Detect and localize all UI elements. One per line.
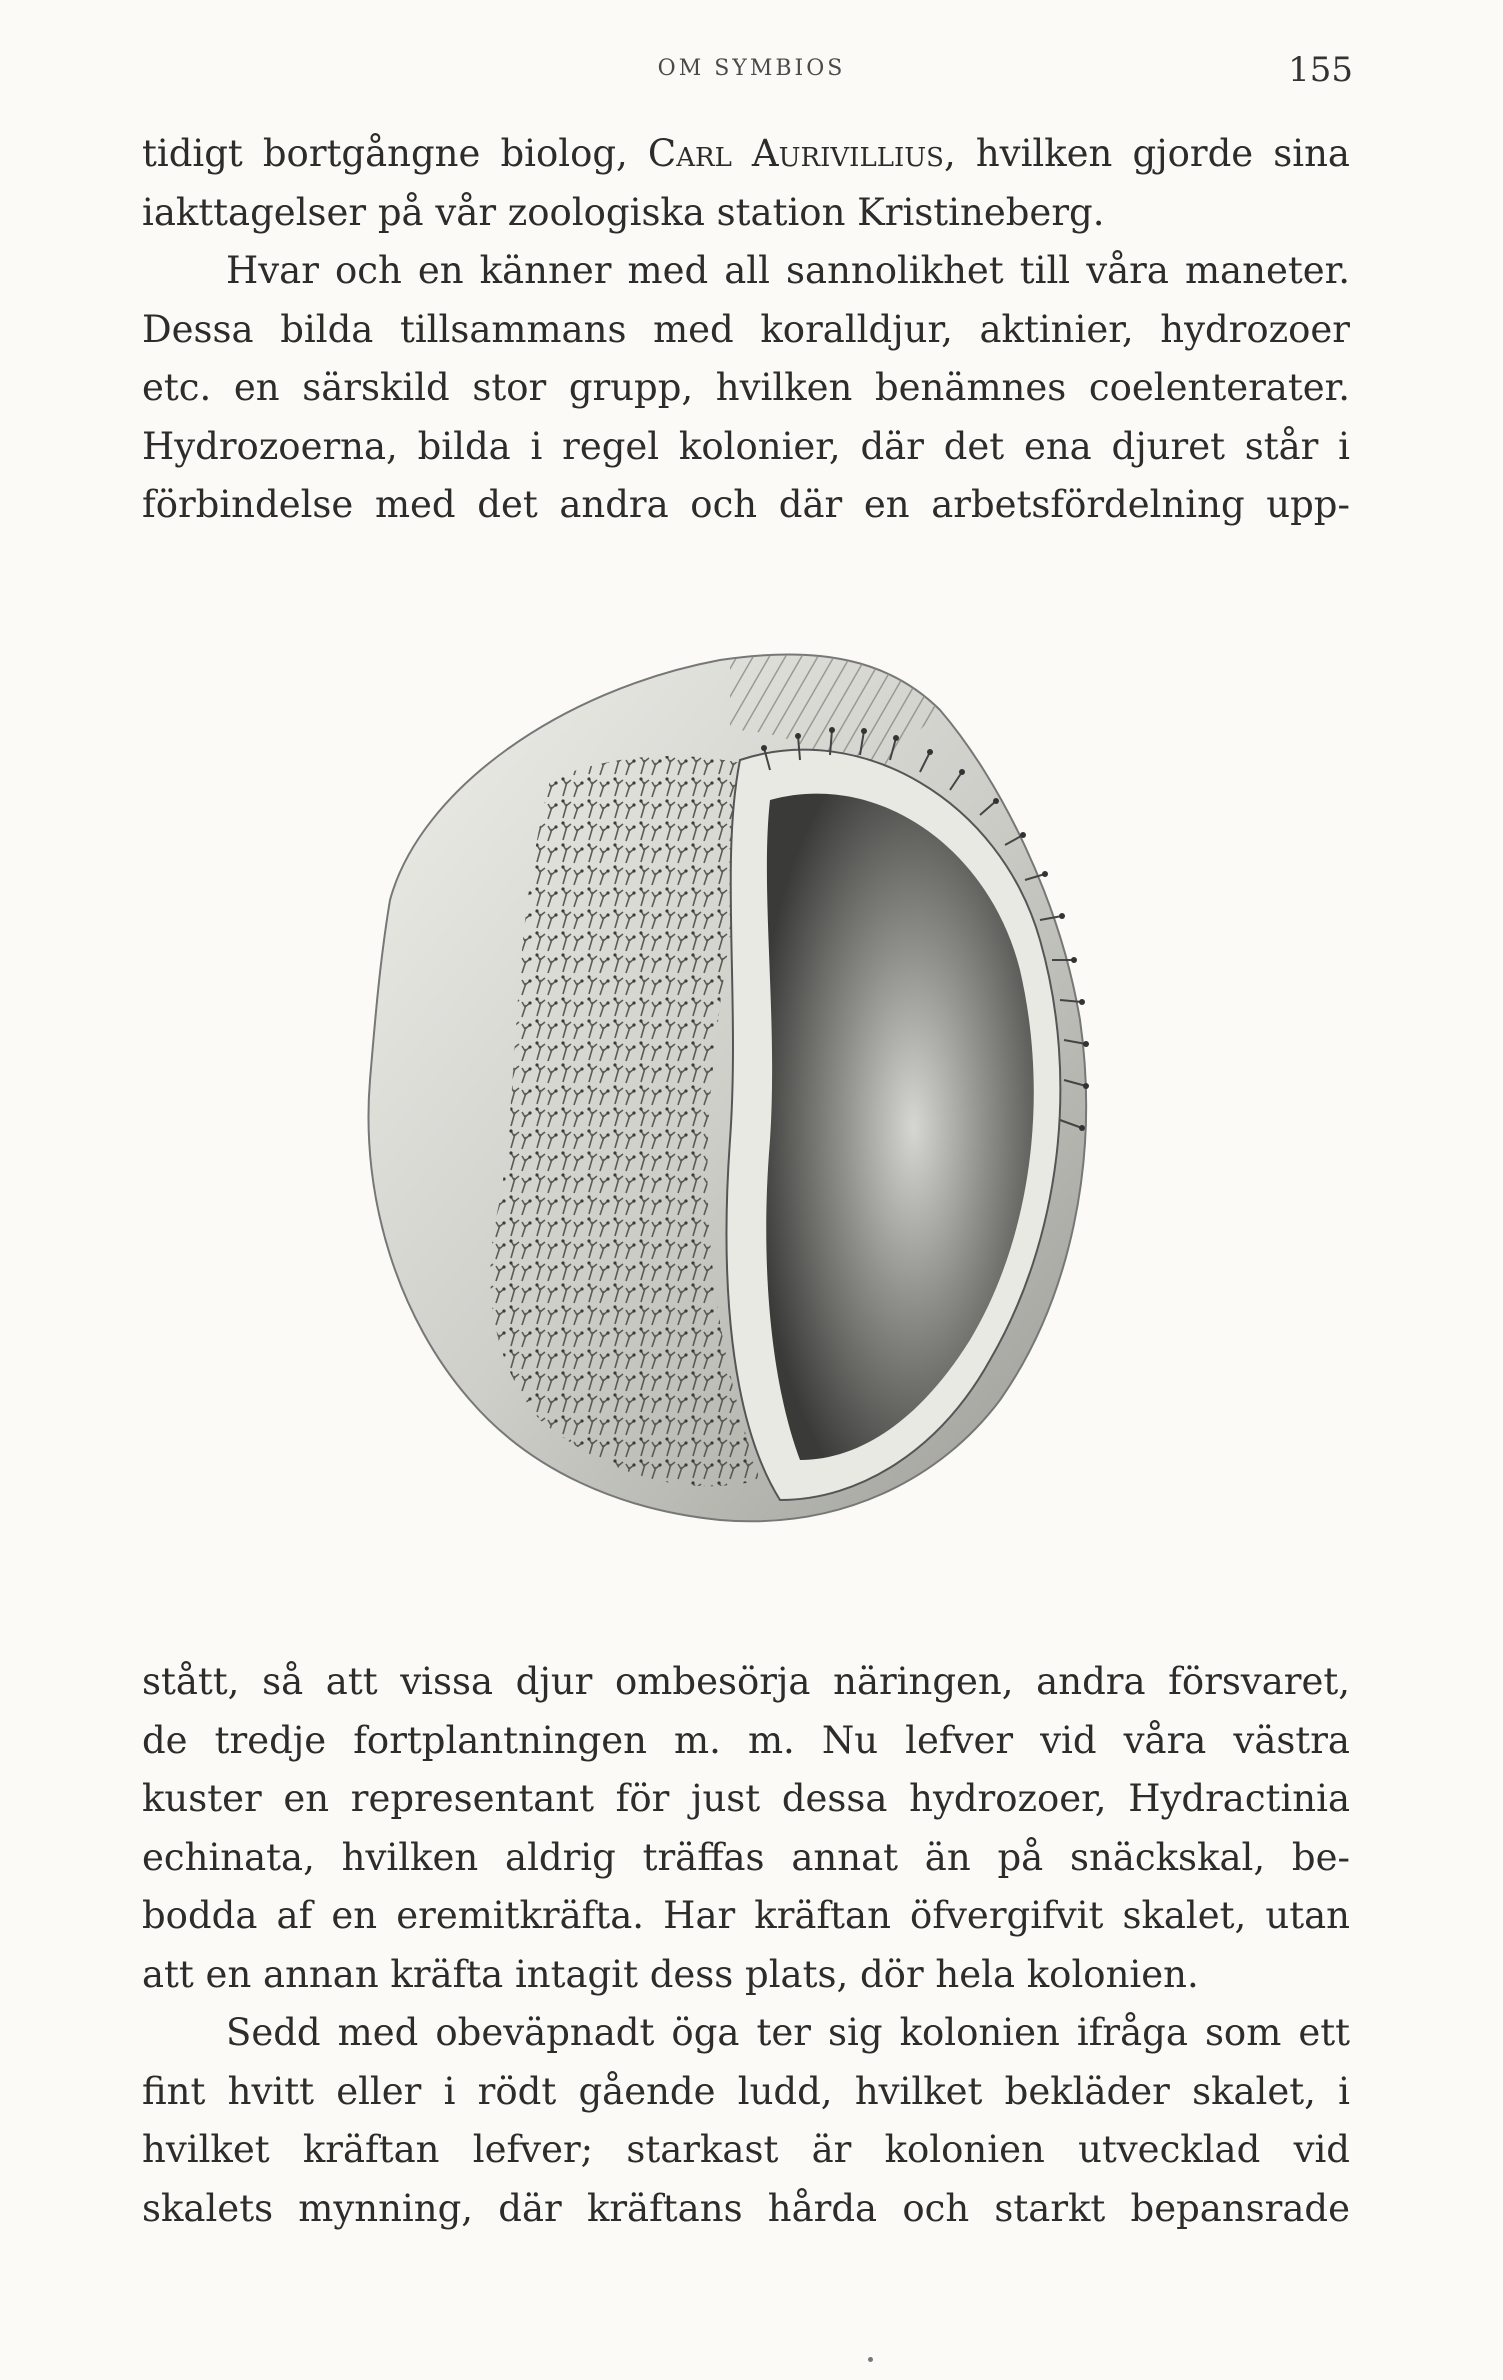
running-head: OM SYMBIOS bbox=[657, 56, 846, 81]
text-line: echinata, hvilken aldrig träffas annat än på snäckskal, be- bbox=[142, 1835, 1350, 1879]
text-line: Hvar och en känner med all sannolikhet till våra maneter. bbox=[226, 249, 1350, 292]
text-line: iakttagelser på vår zoologiska station Kristineberg. bbox=[142, 190, 1105, 234]
text-line: skalets mynning, där kräftans hårda och starkt bepansrade bbox=[142, 2186, 1350, 2230]
text-line: etc. en särskild stor grupp, hvilken benämnes coelenterater. bbox=[142, 366, 1350, 409]
text-block-top bbox=[142, 125, 1350, 535]
text-line: kuster en representant för just dessa hydrozoer, Hydractinia bbox=[142, 1777, 1350, 1820]
text-line: stått, så att vissa djur ombesörja näringen, andra försvaret, bbox=[142, 1660, 1350, 1703]
text-line: Sedd med obeväpnadt öga ter sig kolonien ifråga som ett bbox=[226, 2011, 1350, 2054]
text-line: de tredje fortplantningen m. m. Nu lefver vid våra västra bbox=[142, 1718, 1350, 1762]
text-line: Hydrozoerna, bilda i regel kolonier, där det ena djuret står i bbox=[142, 424, 1350, 468]
paragraph bbox=[142, 242, 1350, 535]
shell-illustration bbox=[300, 600, 1200, 1620]
text-line: tidigt bortgångne biolog, Carl Aurivillius, hvilken gjorde sina bbox=[142, 132, 1350, 175]
shell-with-hydractinia-icon bbox=[300, 600, 1200, 1620]
text-line: bodda af en eremitkräfta. Har kräftan öfvergifvit skalet, utan bbox=[142, 1894, 1350, 1937]
text-block-bottom bbox=[142, 1653, 1350, 2238]
page-number: 155 bbox=[1288, 50, 1353, 90]
text-line: förbindelse med det andra och där en arbetsfördelning upp- bbox=[142, 483, 1350, 526]
print-speck bbox=[868, 2357, 873, 2362]
paragraph bbox=[142, 2004, 1350, 2238]
text-line: att en annan kräfta intagit dess plats, dör hela kolonien. bbox=[142, 1952, 1199, 1996]
paragraph bbox=[142, 125, 1350, 242]
author-name: Carl Aurivillius bbox=[647, 132, 944, 175]
text-line: hvilket kräftan lefver; starkast är kolonien utvecklad vid bbox=[142, 2128, 1350, 2171]
text-line: fint hvitt eller i rödt gående ludd, hvilket bekläder skalet, i bbox=[142, 2069, 1350, 2113]
text-line: Dessa bilda tillsammans med koralldjur, aktinier, hydrozoer bbox=[142, 307, 1350, 351]
paragraph bbox=[142, 1653, 1350, 2004]
